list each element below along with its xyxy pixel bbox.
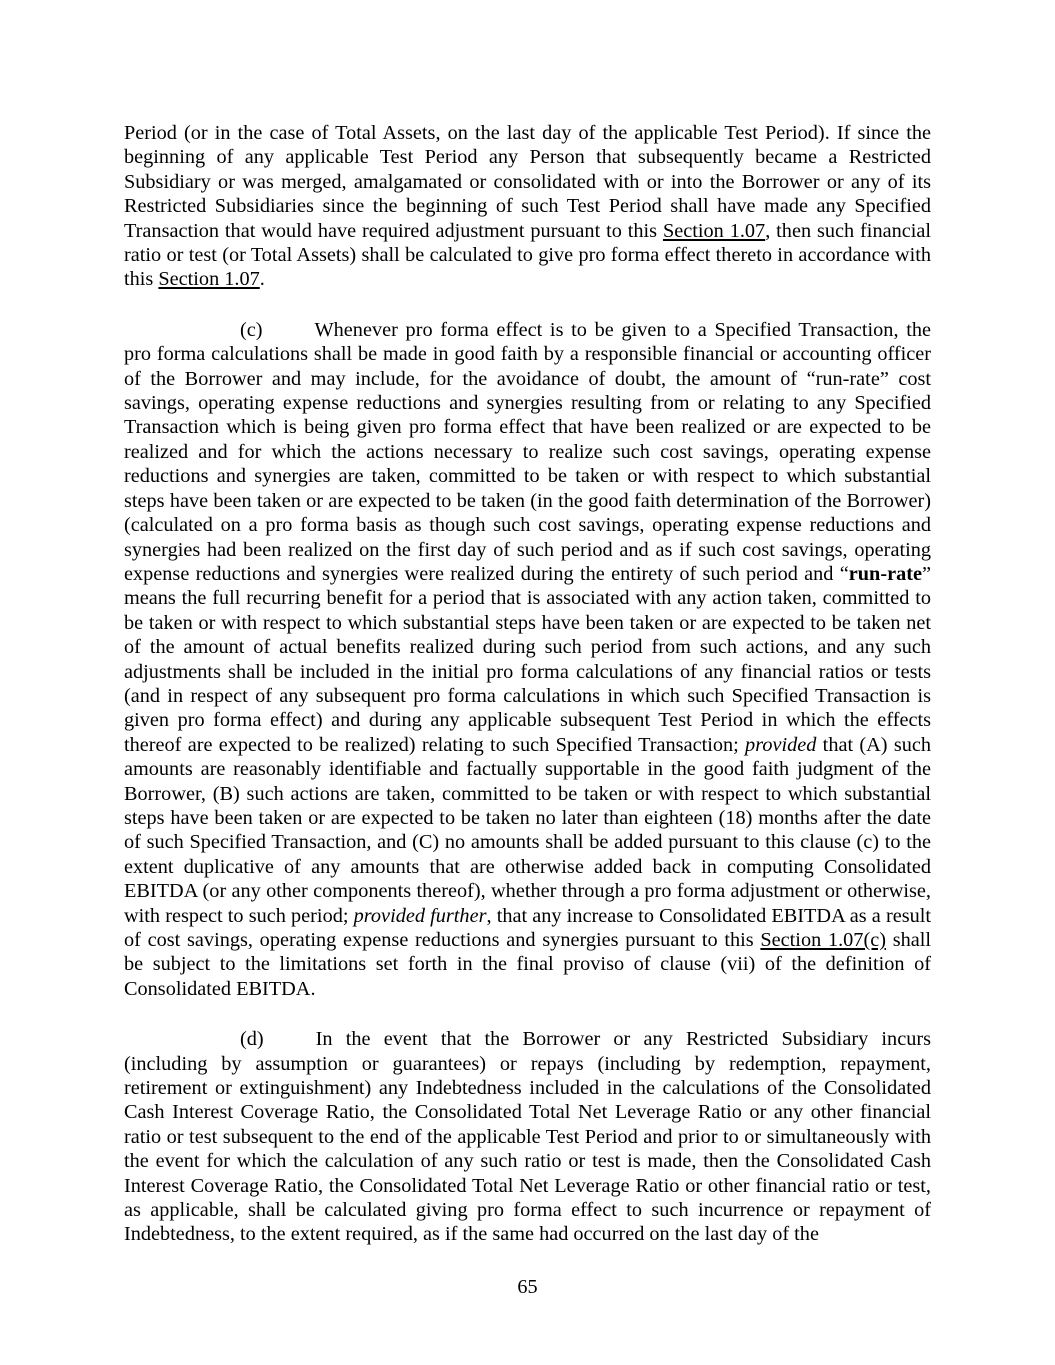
text-run: provided xyxy=(745,733,817,756)
document-body xyxy=(124,121,931,1273)
text-run: Period (or in the case of Total Assets, on the last day of the applicable Test Period). If since the beginning of any applicable Test Period any Person that subsequently became a Restricted Subsidiary or was merged, amalgamated or consolidated with or into the Borrower or any of its Restricted Subsidiaries since the beginning of such Test Period shall have made any Specified Transaction that would have required adjustment pursuant to this xyxy=(124,122,931,242)
text-run: . xyxy=(259,268,265,291)
text-run: that (A) such amounts are reasonably identifiable and factually supportable in the good faith judgment of the Borrower, (B) such actions are taken, committed to be taken or with respect to which substantial steps have been taken or are expected to be taken no later than eighteen (18) months after the date of such Specified Transaction, and (C) no amounts shall be added pursuant to this clause (c) to the extent duplicative of any amounts that are otherwise added back in computing Consolidated EBITDA (or any other components thereof), whether through a pro forma adjustment or otherwise, with respect to such period; xyxy=(124,733,931,927)
text-run: shall be subject to the limitations set forth in the final proviso of clause (vii) of the definition of Consolidated EBITDA. xyxy=(124,929,932,1000)
text-run: , that any increase to Consolidated EBITDA as a result of cost savings, operating expense reductions and synergies pursuant to this xyxy=(124,904,932,951)
text-run: In the event that the Borrower or any Restricted Subsidiary incurs (including by assumption or guarantees) or repays (including by redemption, repayment, retirement or extinguishment) any Indebtedness included in the calculations of the Consolidated Cash Interest Coverage Ratio, the Consolidated Total Net Leverage Ratio or any other financial ratio or test subsequent to the end of the applicable Test Period and prior to or simultaneously with the event for which the calculation of any such ratio or test is made, then the Consolidated Cash Interest Coverage Ratio, the Consolidated Total Net Leverage Ratio or other financial ratio or test, as applicable, shall be calculated giving pro forma effect to such incurrence or repayment of Indebtedness, to the extent required, as if the same had occurred on the last day of the xyxy=(124,1028,931,1246)
text-run: , then such financial ratio or test (or Total Assets) shall be calculated to give pro forma effect thereto in accordance with this xyxy=(124,219,931,291)
paragraph-label: (c) xyxy=(240,318,263,341)
paragraph xyxy=(124,318,931,1001)
text-run: ” means the full recurring benefit for a period that is associated with any action taken, committed to be taken or with respect to which substantial steps have been taken or are expected to be taken net of the amount of actual benefits realized during such period from such actions, and any such adjustments shall be included in the initial pro forma calculations of any financial ratios or tests (and in respect of any subsequent pro forma calculations in which such Specified Transaction is given pro forma effect) and during any applicable subsequent Test Period in which the effects thereof are expected to be realized) relating to such Specified Transaction; xyxy=(124,562,931,756)
text-run: Whenever pro forma effect is to be given to a Specified Transaction, the pro forma calculations shall be made in good faith by a responsible financial or accounting officer of the Borrower and may include, for the avoidance of doubt, the amount of “run-rate” cost savings, operating expense reductions and synergies resulting from or relating to any Specified Transaction which is being given pro forma effect that have been realized or are expected to be realized and for which the actions necessary to realize such cost savings, operating expense reductions and synergies are taken, committed to be taken or with respect to which substantial steps have been taken or are expected to be taken (in the good faith determination of the Borrower) (calculated on a pro forma basis as though such cost savings, operating expense reductions and synergies had been realized on the first day of such period and as if such cost savings, operating expense reductions and synergies were realized during the entirety of such period and “ xyxy=(124,318,931,585)
paragraph xyxy=(124,121,931,292)
text-run: Section 1.07 xyxy=(662,219,766,242)
page-number: 65 xyxy=(517,1276,538,1298)
text-run: Section 1.07(c) xyxy=(760,929,886,951)
paragraph-label: (d) xyxy=(240,1028,264,1051)
text-run: Section 1.07 xyxy=(158,268,260,291)
text-run: run-rate xyxy=(848,562,922,585)
paragraph xyxy=(124,1027,931,1247)
text-run: provided further xyxy=(353,904,487,927)
